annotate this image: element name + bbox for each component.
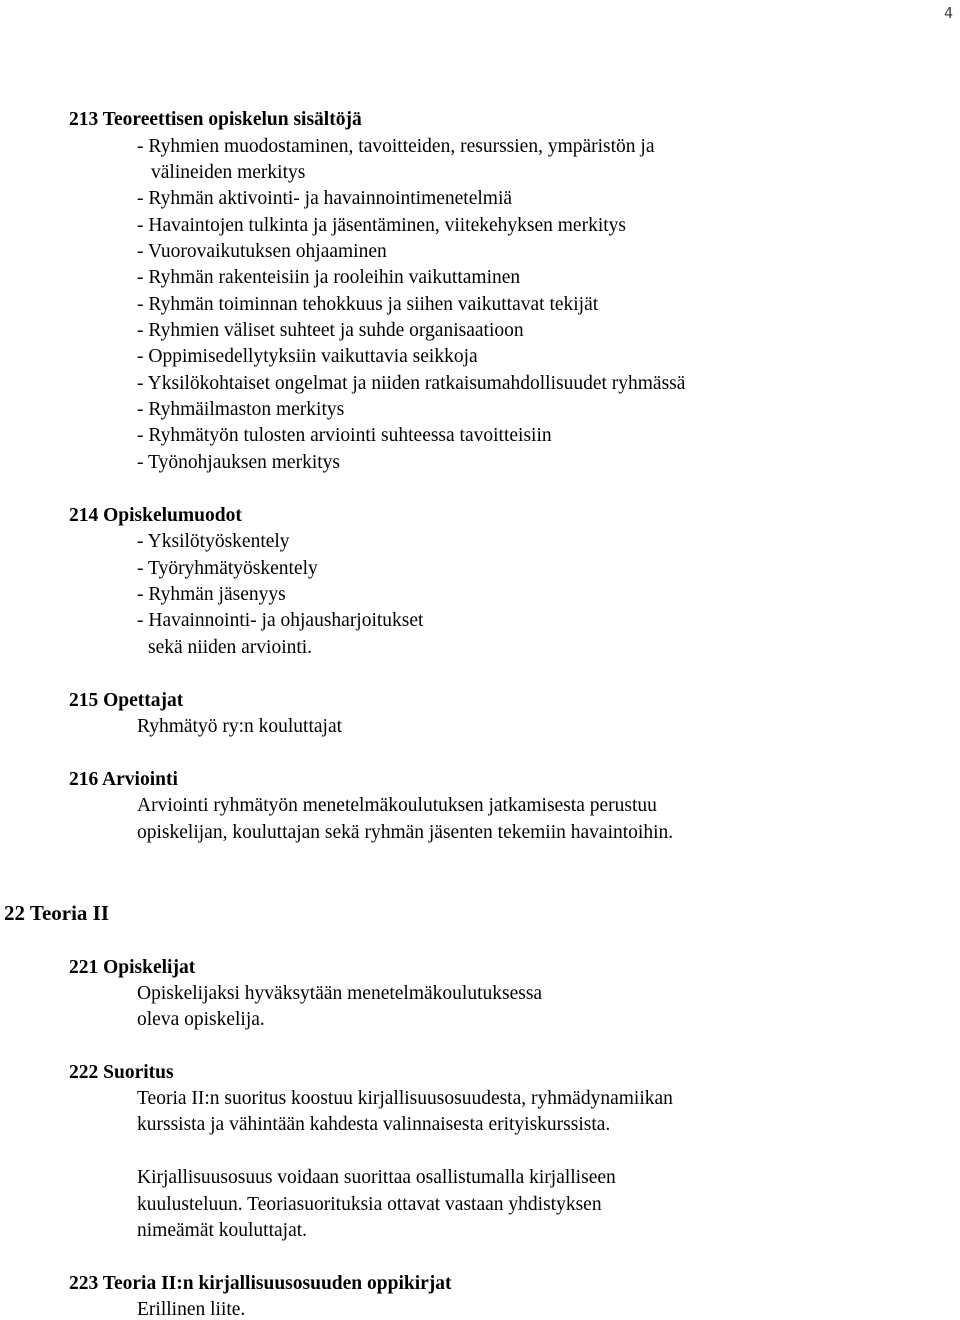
list-item: - Työryhmätyöskentely xyxy=(137,558,318,579)
section-216-title: 216 Arviointi xyxy=(69,769,178,790)
list-item: - Ryhmän jäsenyys xyxy=(137,584,286,605)
list-item: - Havaintojen tulkinta ja jäsentäminen, viitekehyksen merkitys xyxy=(137,215,626,236)
list-item: - Ryhmätyön tulosten arviointi suhteessa tavoitteisiin xyxy=(137,425,552,446)
list-item: - Ryhmien muodostaminen, tavoitteiden, resurssien, ympäristön ja xyxy=(137,136,655,157)
list-item: - Yksilökohtaiset ongelmat ja niiden ratkaisumahdollisuudet ryhmässä xyxy=(137,373,686,394)
section-222-title: 222 Suoritus xyxy=(69,1062,174,1083)
section-221-title: 221 Opiskelijat xyxy=(69,957,196,978)
list-item: - Ryhmien väliset suhteet ja suhde organisaatioon xyxy=(137,320,524,341)
list-item: - Havainnointi- ja ohjausharjoitukset xyxy=(137,610,424,631)
list-item: - Ryhmän toiminnan tehokkuus ja siihen vaikuttavat tekijät xyxy=(137,294,599,315)
list-item: - Ryhmän aktivointi- ja havainnointimenetelmiä xyxy=(137,188,513,209)
paragraph-line: Erillinen liite. xyxy=(137,1299,246,1320)
section-213-title: 213 Teoreettisen opiskelun sisältöjä xyxy=(69,109,362,130)
paragraph-line: oleva opiskelija. xyxy=(137,1009,265,1030)
list-item: sekä niiden arviointi. xyxy=(148,637,313,658)
list-item: - Oppimisedellytyksiin vaikuttavia seikkoja xyxy=(137,346,478,367)
paragraph-line: Kirjallisuusosuus voidaan suorittaa osallistumalla kirjalliseen xyxy=(137,1167,616,1188)
chapter-22-title: 22 Teoria II xyxy=(4,901,110,925)
paragraph-line: Ryhmätyö ry:n kouluttajat xyxy=(137,716,343,737)
section-215-title: 215 Opettajat xyxy=(69,690,184,711)
paragraph-line: opiskelijan, kouluttajan sekä ryhmän jäsenten tekemiin havaintoihin. xyxy=(137,822,674,843)
section-223-title: 223 Teoria II:n kirjallisuusosuuden oppikirjat xyxy=(69,1273,452,1294)
paragraph-line: nimeämät kouluttajat. xyxy=(137,1220,308,1241)
section-214-title: 214 Opiskelumuodot xyxy=(69,505,242,526)
list-item: - Ryhmäilmaston merkitys xyxy=(137,399,345,420)
list-item: välineiden merkitys xyxy=(151,162,306,183)
paragraph-line: Opiskelijaksi hyväksytään menetelmäkoulutuksessa xyxy=(137,983,543,1004)
list-item: - Ryhmän rakenteisiin ja rooleihin vaikuttaminen xyxy=(137,267,521,288)
paragraph-line: Teoria II:n suoritus koostuu kirjallisuusosuudesta, ryhmädynamiikan xyxy=(137,1088,673,1109)
paragraph-line: kuulusteluun. Teoriasuorituksia ottavat vastaan yhdistyksen xyxy=(137,1194,602,1215)
list-item: - Yksilötyöskentely xyxy=(137,531,290,552)
list-item: - Vuorovaikutuksen ohjaaminen xyxy=(137,241,387,262)
paragraph-line: Arviointi ryhmätyön menetelmäkoulutuksen jatkamisesta perustuu xyxy=(137,795,657,816)
list-item: - Työnohjauksen merkitys xyxy=(137,452,340,473)
page-number: 4 xyxy=(944,4,954,22)
paragraph-line: kurssista ja vähintään kahdesta valinnaisesta erityiskurssista. xyxy=(137,1114,611,1135)
